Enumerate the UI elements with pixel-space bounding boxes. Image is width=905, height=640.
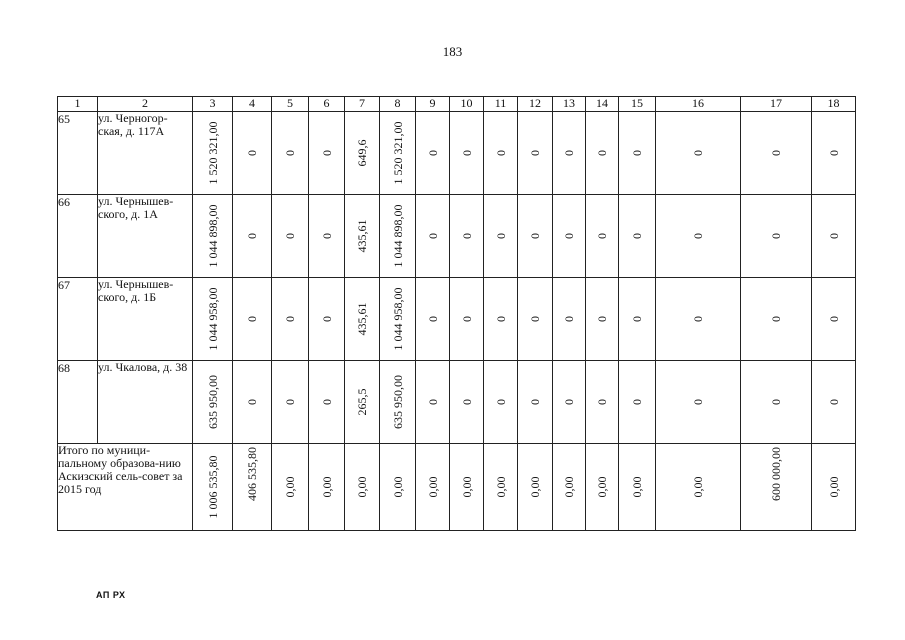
total-value-cell [233, 444, 272, 531]
value-cell [553, 278, 586, 361]
value-cell [586, 112, 619, 195]
cell-value: 1 044 898,00 [390, 204, 405, 268]
total-value: 0,00 [390, 476, 405, 498]
total-row [58, 444, 856, 531]
value-cell [193, 195, 233, 278]
cell-value: 0 [630, 150, 644, 156]
value-cell [586, 361, 619, 444]
cell-value: 0 [691, 233, 705, 239]
total-value-cell [553, 444, 586, 531]
total-value: 0,00 [826, 476, 841, 498]
row-number: 66 [58, 195, 98, 278]
cell-value: 435,61 [355, 302, 369, 336]
value-cell [345, 112, 380, 195]
header-row [58, 97, 856, 112]
value-cell [450, 361, 484, 444]
total-value: 0,00 [319, 476, 334, 498]
value-cell [309, 112, 345, 195]
cell-value: 0 [595, 399, 609, 405]
cell-value: 0 [283, 399, 297, 405]
cell-value: 0 [826, 233, 841, 239]
address-cell: ул. Черногор-ская, д. 117А [98, 112, 193, 195]
total-label: Итого по муници-пальному образова-нию Аскизский сель-совет за 2015 год [58, 444, 193, 531]
total-value-cell [741, 444, 812, 531]
cell-value: 0 [283, 150, 297, 156]
value-cell [345, 195, 380, 278]
value-cell [309, 361, 345, 444]
total-value-cell [586, 444, 619, 531]
cell-value: 0 [562, 150, 576, 156]
cell-value: 0 [245, 399, 259, 405]
value-cell [233, 361, 272, 444]
value-cell [553, 195, 586, 278]
value-cell [272, 112, 309, 195]
value-cell [656, 112, 741, 195]
cell-value: 0 [769, 399, 783, 405]
table-row [58, 278, 856, 361]
value-cell [380, 195, 416, 278]
value-cell [484, 195, 518, 278]
cell-value: 0 [245, 150, 259, 156]
value-cell [272, 278, 309, 361]
value-cell [553, 112, 586, 195]
cell-value: 0 [245, 233, 259, 239]
value-cell [233, 278, 272, 361]
total-value: 406 535,80 [245, 447, 259, 501]
value-cell [193, 361, 233, 444]
row-number: 68 [58, 361, 98, 444]
cell-value: 635 950,00 [390, 375, 405, 429]
value-cell [619, 195, 656, 278]
value-cell [518, 195, 553, 278]
cell-value: 0 [562, 233, 576, 239]
total-value: 0,00 [691, 476, 705, 498]
cell-value: 0 [245, 316, 259, 322]
column-header: 1 [58, 97, 98, 112]
value-cell [518, 361, 553, 444]
cell-value: 0 [425, 399, 440, 405]
cell-value: 265,5 [355, 388, 369, 416]
column-header: 14 [586, 97, 619, 112]
total-value: 0,00 [528, 476, 542, 498]
value-cell [741, 112, 812, 195]
value-cell [272, 195, 309, 278]
value-cell [450, 112, 484, 195]
value-cell [741, 278, 812, 361]
data-table [57, 96, 856, 531]
total-value: 0,00 [283, 476, 297, 498]
cell-value: 0 [425, 233, 440, 239]
value-cell [484, 278, 518, 361]
total-value: 600 000,00 [769, 447, 783, 501]
value-cell [233, 195, 272, 278]
total-value-cell [450, 444, 484, 531]
value-cell [812, 112, 856, 195]
value-cell [416, 361, 450, 444]
total-value: 0,00 [355, 476, 369, 498]
total-value-cell [518, 444, 553, 531]
value-cell [484, 361, 518, 444]
column-header: 13 [553, 97, 586, 112]
address-cell: ул. Чернышев-ского, д. 1Б [98, 278, 193, 361]
cell-value: 635 950,00 [205, 375, 220, 429]
value-cell [518, 112, 553, 195]
total-value-cell [272, 444, 309, 531]
value-cell [380, 361, 416, 444]
value-cell [450, 278, 484, 361]
cell-value: 0 [528, 399, 542, 405]
value-cell [450, 195, 484, 278]
column-header: 16 [656, 97, 741, 112]
value-cell [656, 195, 741, 278]
total-value-cell [309, 444, 345, 531]
cell-value: 0 [319, 316, 334, 322]
value-cell [586, 278, 619, 361]
row-number: 65 [58, 112, 98, 195]
cell-value: 0 [528, 150, 542, 156]
value-cell [812, 195, 856, 278]
column-header: 17 [741, 97, 812, 112]
total-value: 0,00 [425, 476, 440, 498]
cell-value: 0 [691, 150, 705, 156]
cell-value: 0 [562, 399, 576, 405]
cell-value: 0 [630, 316, 644, 322]
value-cell [416, 195, 450, 278]
value-cell [380, 278, 416, 361]
total-value-cell [656, 444, 741, 531]
value-cell [619, 361, 656, 444]
value-cell [619, 112, 656, 195]
cell-value: 0 [319, 233, 334, 239]
value-cell [193, 278, 233, 361]
cell-value: 1 044 958,00 [205, 287, 220, 351]
column-header: 18 [812, 97, 856, 112]
page-number: 183 [442, 44, 463, 59]
cell-value: 0 [493, 316, 508, 322]
value-cell [233, 112, 272, 195]
total-value-cell [193, 444, 233, 531]
value-cell [416, 278, 450, 361]
cell-value: 0 [283, 316, 297, 322]
cell-value: 0 [769, 233, 783, 239]
table-row [58, 112, 856, 195]
cell-value: 0 [826, 316, 841, 322]
table-row [58, 195, 856, 278]
cell-value: 0 [493, 150, 508, 156]
column-header: 6 [309, 97, 345, 112]
cell-value: 1 044 958,00 [390, 287, 405, 351]
cell-value: 0 [283, 233, 297, 239]
column-header: 4 [233, 97, 272, 112]
total-value: 1 006 535,80 [205, 455, 220, 519]
column-header: 11 [484, 97, 518, 112]
cell-value: 0 [425, 150, 440, 156]
cell-value: 0 [319, 399, 334, 405]
total-value: 0,00 [562, 476, 576, 498]
table-row [58, 361, 856, 444]
value-cell [484, 112, 518, 195]
cell-value: 0 [826, 150, 841, 156]
column-header: 9 [416, 97, 450, 112]
value-cell [619, 278, 656, 361]
row-number: 67 [58, 278, 98, 361]
value-cell [380, 112, 416, 195]
footer-stamp: АП РХ [96, 590, 126, 600]
value-cell [812, 278, 856, 361]
cell-value: 0 [459, 233, 474, 239]
total-value-cell [380, 444, 416, 531]
value-cell [812, 361, 856, 444]
column-header: 2 [98, 97, 193, 112]
cell-value: 0 [528, 233, 542, 239]
value-cell [193, 112, 233, 195]
total-value-cell [484, 444, 518, 531]
cell-value: 0 [826, 399, 841, 405]
value-cell [345, 278, 380, 361]
total-value-cell [345, 444, 380, 531]
value-cell [272, 361, 309, 444]
total-value: 0,00 [630, 476, 644, 498]
address-cell: ул. Чкалова, д. 38 [98, 361, 193, 444]
cell-value: 0 [630, 399, 644, 405]
total-value-cell [619, 444, 656, 531]
address-cell: ул. Чернышев-ского, д. 1А [98, 195, 193, 278]
column-header: 10 [450, 97, 484, 112]
value-cell [553, 361, 586, 444]
column-header: 8 [380, 97, 416, 112]
cell-value: 0 [595, 150, 609, 156]
cell-value: 0 [691, 399, 705, 405]
total-value-cell [416, 444, 450, 531]
cell-value: 1 044 898,00 [205, 204, 220, 268]
cell-value: 1 520 321,00 [205, 121, 220, 185]
column-header: 3 [193, 97, 233, 112]
cell-value: 0 [691, 316, 705, 322]
cell-value: 435,61 [355, 219, 369, 253]
value-cell [741, 195, 812, 278]
cell-value: 0 [459, 399, 474, 405]
cell-value: 0 [459, 150, 474, 156]
total-value-cell [812, 444, 856, 531]
cell-value: 0 [425, 316, 440, 322]
cell-value: 0 [630, 233, 644, 239]
cell-value: 0 [528, 316, 542, 322]
cell-value: 0 [562, 316, 576, 322]
cell-value: 0 [493, 399, 508, 405]
column-header: 5 [272, 97, 309, 112]
cell-value: 0 [493, 233, 508, 239]
value-cell [741, 361, 812, 444]
value-cell [345, 361, 380, 444]
value-cell [656, 278, 741, 361]
value-cell [586, 195, 619, 278]
column-header: 12 [518, 97, 553, 112]
cell-value: 0 [769, 150, 783, 156]
value-cell [309, 278, 345, 361]
column-header: 7 [345, 97, 380, 112]
cell-value: 1 520 321,00 [390, 121, 405, 185]
total-value: 0,00 [459, 476, 474, 498]
value-cell [309, 195, 345, 278]
cell-value: 0 [319, 150, 334, 156]
value-cell [416, 112, 450, 195]
total-value: 0,00 [493, 476, 508, 498]
cell-value: 0 [459, 316, 474, 322]
value-cell [518, 278, 553, 361]
cell-value: 0 [595, 316, 609, 322]
cell-value: 0 [769, 316, 783, 322]
cell-value: 0 [595, 233, 609, 239]
cell-value: 649,6 [355, 139, 369, 167]
value-cell [656, 361, 741, 444]
column-header: 15 [619, 97, 656, 112]
total-value: 0,00 [595, 476, 609, 498]
